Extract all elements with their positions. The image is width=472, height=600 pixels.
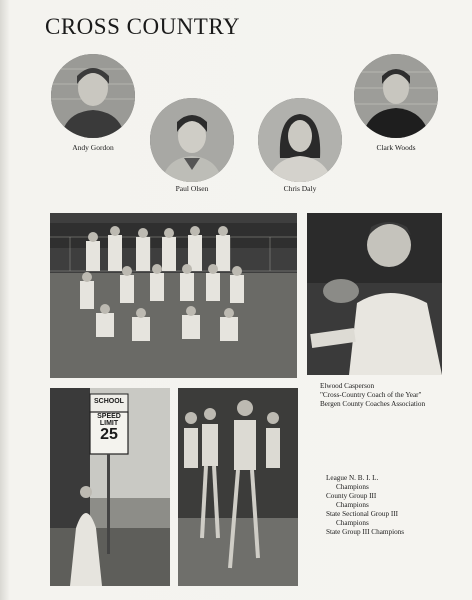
- portrait-clark-woods: [354, 54, 438, 138]
- coach-name: Elwood Casperson: [320, 382, 375, 390]
- portrait-caption: Chris Daly: [283, 184, 317, 193]
- sign-school-text: SCHOOL: [94, 398, 124, 405]
- page-title: CROSS COUNTRY: [45, 14, 241, 39]
- speed-limit-sign: [90, 394, 128, 443]
- championship-line: County Group III: [326, 492, 377, 500]
- sign-limit-text: LIMIT: [99, 420, 119, 427]
- championship-line: Champions: [336, 483, 369, 491]
- portrait-caption: Paul Olsen: [175, 184, 209, 193]
- portrait-caption: Clark Woods: [376, 143, 416, 152]
- sign-limit-number: 25: [100, 426, 118, 443]
- portrait-paul-olsen: [150, 98, 234, 182]
- championship-line: State Group III Champions: [326, 528, 405, 536]
- championship-line: State Sectional Group III: [326, 510, 399, 518]
- portrait-andy-gordon: [51, 54, 135, 138]
- championships-list: [326, 474, 456, 537]
- sign-speed-text: SPEED: [97, 413, 121, 420]
- coach-photo: [307, 213, 442, 375]
- coach-caption: [320, 382, 460, 409]
- team-photo: [50, 213, 297, 378]
- championship-line: Champions: [336, 519, 369, 527]
- coach-award: "Cross-Country Coach of the Year": [320, 391, 422, 399]
- championship-line: League N. B. I. L.: [326, 474, 379, 482]
- runners-photo: [178, 388, 298, 586]
- coach-association: Bergen County Coaches Association: [320, 400, 426, 408]
- portrait-caption: Andy Gordon: [72, 143, 114, 152]
- championship-line: Champions: [336, 501, 369, 509]
- portrait-chris-daly: [258, 98, 342, 182]
